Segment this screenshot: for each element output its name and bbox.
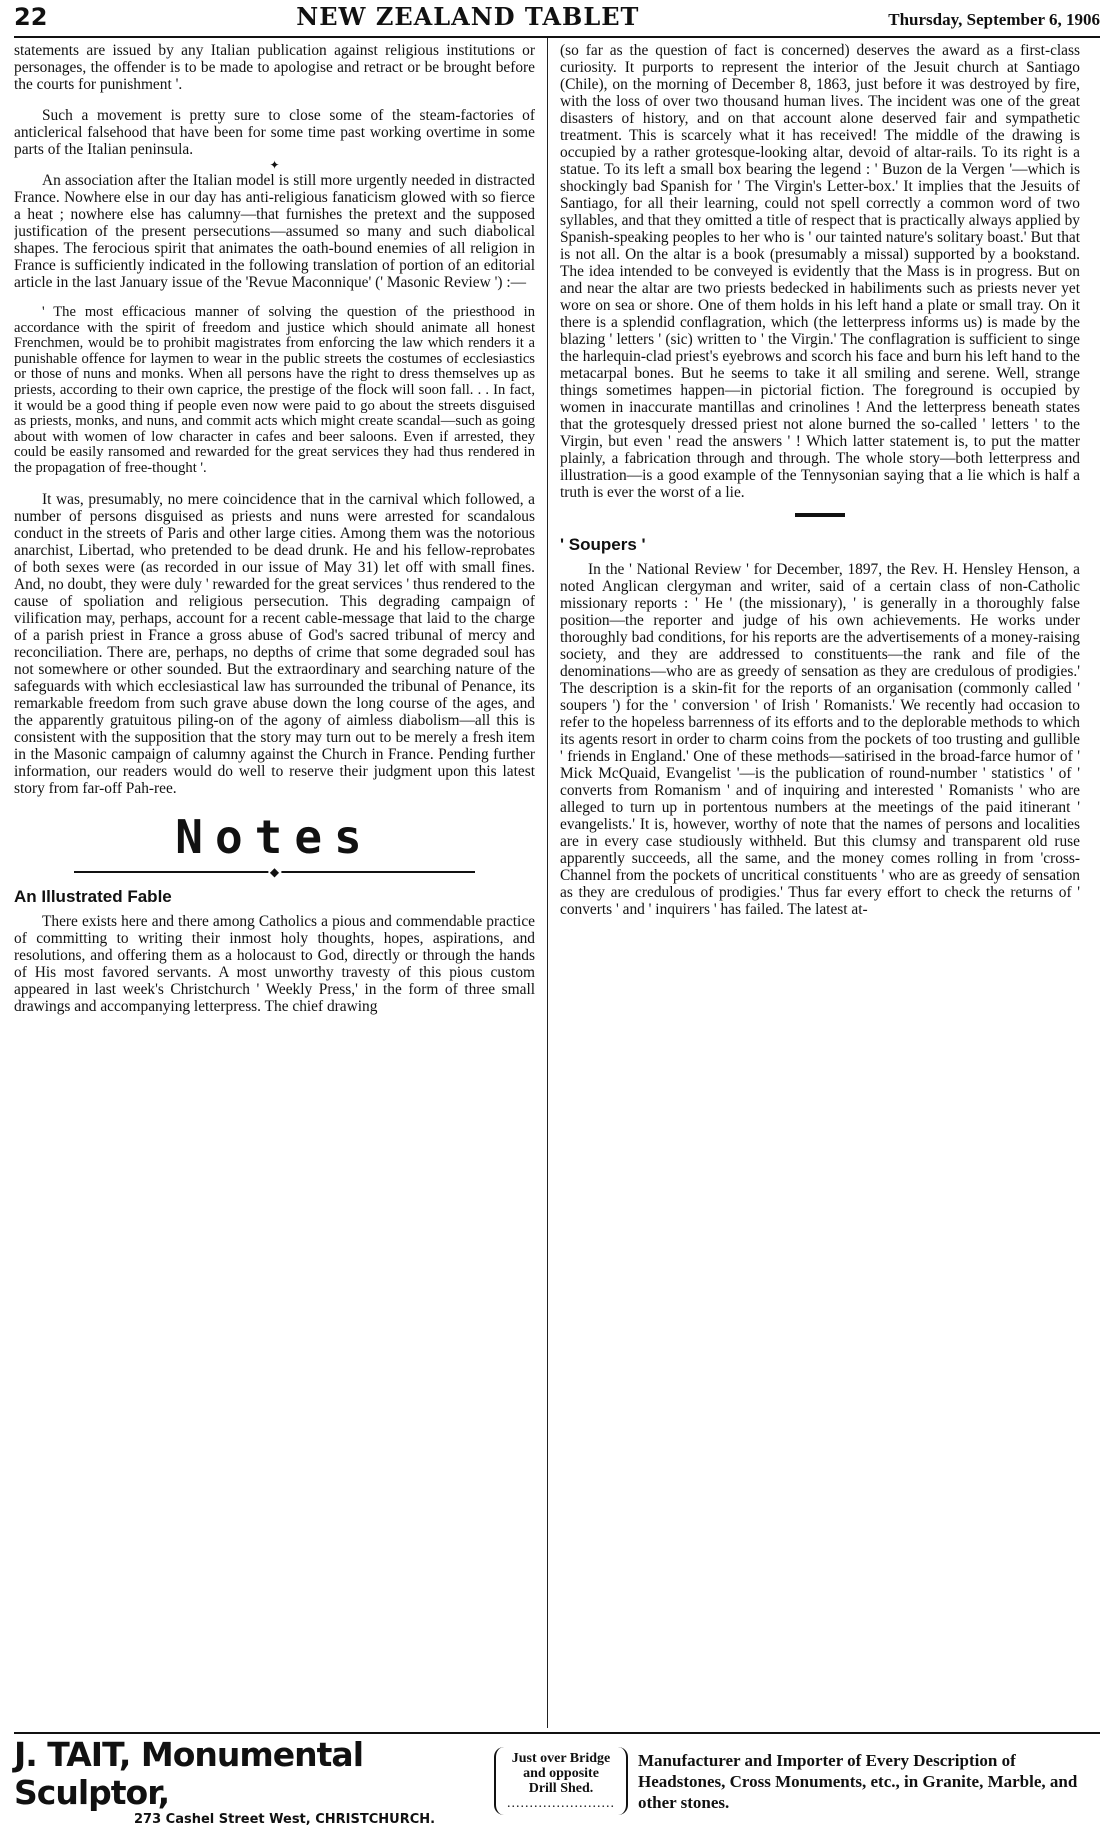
ad-box-line: Just over Bridge <box>511 1751 611 1766</box>
ad-box-line: Drill Shed. <box>528 1781 594 1796</box>
fable-heading: An Illustrated Fable <box>14 886 172 906</box>
quoted-translation: ' The most efficacious manner of solving the question of the priesthood in accordance with the spirit of freedom and justice which should animate all honest Frenchmen, would be to prohibit magistrates from enforcing the law which renders it a punishable offence for laymen to wear in the public streets the costumes of ecclesiastics or those of nuns and monks. When all persons have the right to dress themselves up as priests, according to their own caprice, the prestige of the flock will soon fall. . . In fact, it would be a good thing if people even now were paid to go about the streets disguised as priests, monks, and nuns, and commit acts which might create scandal—such as going about with women of low character in cafes and beer saloons. Even if arrested, they could be easily ransomed and rewarded for the great services they had thus rendered in the propagation of free-thought '. <box>14 304 535 476</box>
columns <box>14 38 1100 1728</box>
notes-heading: Notes <box>175 809 374 864</box>
ad-business-name: J. TAIT, Monumental Sculptor, <box>14 1734 364 1812</box>
soupers-paragraph: In the ' National Review ' for December, 1897, the Rev. H. Hensley Henson, a noted Anglican clergyman and writer, said of a certain class of non-Catholic missionary reports : ' He ' (the missionary), ' is generally in a thoroughly false position—the reporter and judge of his own achievements. He works under thoroughly bad conditions, for his reports are the advertisements of a money-raising society, and they are addressed to constituents—the rank and file of the denominations—who are as greedy of sensation as they are credulous of prodigies.' The description is a skin-fit for the reports of an organisation (commonly called ' soupers ') for the ' conversion ' of Irish ' Romanists.' We recently had occasion to refer to the hopeless barrenness of its efforts and to the deplorable methods to which its agents resort in order to charm coins from the pockets of too trusting and gullible ' friends in England.' One of these methods—satirised in the broad-farce humor of ' Mick McQuaid, Evangelist '—is the publication of round-number ' statistics ' of ' converts from Romanism ' and of inquiring and interested ' Romanists ' who are alleged to turn up in portentous numbers at the meetings of the paid itinerant ' evangelists.' It is, however, worthy of note that the names of persons and localities are in every case studiously withheld. But this clumsy and transparent old ruse apparently succeeds, all the same, and the money comes rolling in from 'cross-Channel from the pockets of uncritical constituents ' who are as greedy of sensation as they are credulous of prodigies.' Thus far every effort to check the returns of ' converts ' and ' inquirers ' has failed. The latest at- <box>560 561 1080 918</box>
section-divider <box>795 513 845 517</box>
fable-paragraph: There exists here and there among Catholics a pious and commendable practice of committing to writing their inmost holy thoughts, hopes, aspirations, and resolutions, and offering them as a holocaust to God, directly or through the hands of His most favored servants. A most unworthy travesty of this pious custom appeared in last week's Christchurch ' Weekly Press,' in the form of three small drawings and accompanying letterpress. The chief drawing <box>14 912 535 1015</box>
article-paragraph: It was, presumably, no mere coincidence that in the carnival which followed, a number of persons disguised as priests and nuns were arrested for scandalous conduct in the streets of Paris and other large cities. Among them was the notorious anarchist, Libertad, who pretended to be dead drunk. He and his fellow-reprobates of both sexes were (as recorded in our issue of May 31) let off with small fines. And, no doubt, they were duly ' rewarded for the great services ' thus rendered to the cause of spoliation and religious persecution. This degrading campaign of vilification may, perhaps, account for a recent cable-message that laid to the charge of a parish priest in France a gross abuse of God's sacred tribunal of mercy and reconciliation. There are, perhaps, no depths of crime that some degraded soul has not somewhere or other sounded. But the extraordinary and searching nature of the safeguards with which ecclesiastical law has surrounded the tribunal of Penance, its remarkable freedom from such grave abuse down the long course of the ages, and the apparently gratuitous piling-on of the agony of aimless diabolism—all this is consistent with the supposition that the story may turn out to be merely a fresh item in the Masonic campaign of calumny against the Church in France. Pending further information, our readers would do well to reserve their judgment upon this latest story from far-off Pah-ree. <box>14 490 535 797</box>
ad-description: Manufacturer and Importer of Every Description of Headstones, Cross Monuments, etc., in Granite, Marble, and other stones. <box>638 1750 1078 1812</box>
diamond-ornament-icon: ◆ <box>269 864 280 879</box>
notes-rule <box>74 865 475 879</box>
page-number: 22 <box>14 3 48 31</box>
left-column <box>14 38 547 1728</box>
soupers-heading: ' Soupers ' <box>560 535 646 554</box>
article-paragraph: Such a movement is pretty sure to close some of the steam-factories of anticlerical falsehood that have been for some time past working overtime in some parts of the Italian peninsula. <box>14 107 535 158</box>
article-paragraph: statements are issued by any Italian publication against religious institutions or personages, the offender is to be made to apologise and retract or be brought before the courts for punishment '. <box>14 42 535 93</box>
ad-address: 273 Cashel Street West, CHRISTCHURCH. <box>134 1811 436 1827</box>
fable-continued-paragraph: (so far as the question of fact is concerned) deserves the award as a first-class curiosity. It purports to represent the interior of the Jesuit church at Santiago (Chile), on the morning of December 8, 1863, just before it was destroyed by fire, with the loss of over two thousand human lives. The incident was one of the great disasters of history, and on that account alone deserved fair and sympathetic treatment. This is scarcely what it has received! The middle of the drawing is occupied by a rather grotesque-looking altar, devoid of altar-rails. To its right is a statue. To its left a small box bearing the legend : ' Buzon de la Vergen '—which is shockingly bad Spanish for ' The Virgin's Letter-box.' It implies that the Jesuits of Santiago, for all their learning, could not spell correctly a common word of two syllables, and that they omitted a title of respect that is practically always applied by Spanish-speaking peoples to her who is ' our tainted nature's solitary boast.' But that is not all. On the altar is a book (presumably a missal) supported by a bookstand. The idea intended to be conveyed is evidently that the Mass is in progress. But on and near the altar are two priests bedecked in habiliments such as priests never yet wore on sea or shore. One of them holds in his left hand a plate or small tray. On it there is a splendid conflagration, which (the letterpress informs us) is made by the blazing ' letters ' (sic) written to ' the Virgin.' The conflagration is sufficient to singe the harlequin-clad priest's eyebrows and scorch his face and burn his left hand to the metacarpal bones. But he seems to take it all smiling and serene. Well, strange things sometimes happen—in pictorial fiction. The foreground is occupied by women in inaccurate mantillas and crinolines ! And the letterpress beneath states that the grotesquely dressed priest not alone burned the so-called ' letters ' to the Virgin, but even ' read the answers ' ! Which latter statement is, to put the matter plainly, a fabrication through and through. The whole story—both letterpress and illustration—is a good example of the Tennysonian saying that a lie which is half a truth is ever the worst of a lie. <box>560 42 1080 501</box>
advertisement <box>14 1732 1100 1828</box>
masthead <box>14 0 1100 38</box>
ad-business <box>14 1736 484 1827</box>
ad-box-line: and opposite <box>523 1766 599 1781</box>
issue-date: Thursday, September 6, 1906 <box>888 10 1100 29</box>
right-column <box>547 38 1080 1728</box>
article-paragraph: An association after the Italian model is still more urgently needed in distracted France. Nowhere else in our day has anti-religious fanaticism glowed with so fierce a heat ; nowhere else has calumny—that furnishes the pretext and the supposed justification of the present persecutions—assumed so many and such diabolical shapes. The ferocious spirit that animates the oath-bound enemies of all religion in France is sufficiently indicated in the following translation of portion of an editorial article in the last January issue of the 'Revue Maconnique' (' Masonic Review ') :— <box>14 172 535 291</box>
ad-box-dots: ........................ <box>507 1796 615 1811</box>
paper-title: NEW ZEALAND TABLET <box>296 2 640 31</box>
ad-location-box <box>494 1747 628 1815</box>
section-ornament: ✦ <box>269 158 280 172</box>
